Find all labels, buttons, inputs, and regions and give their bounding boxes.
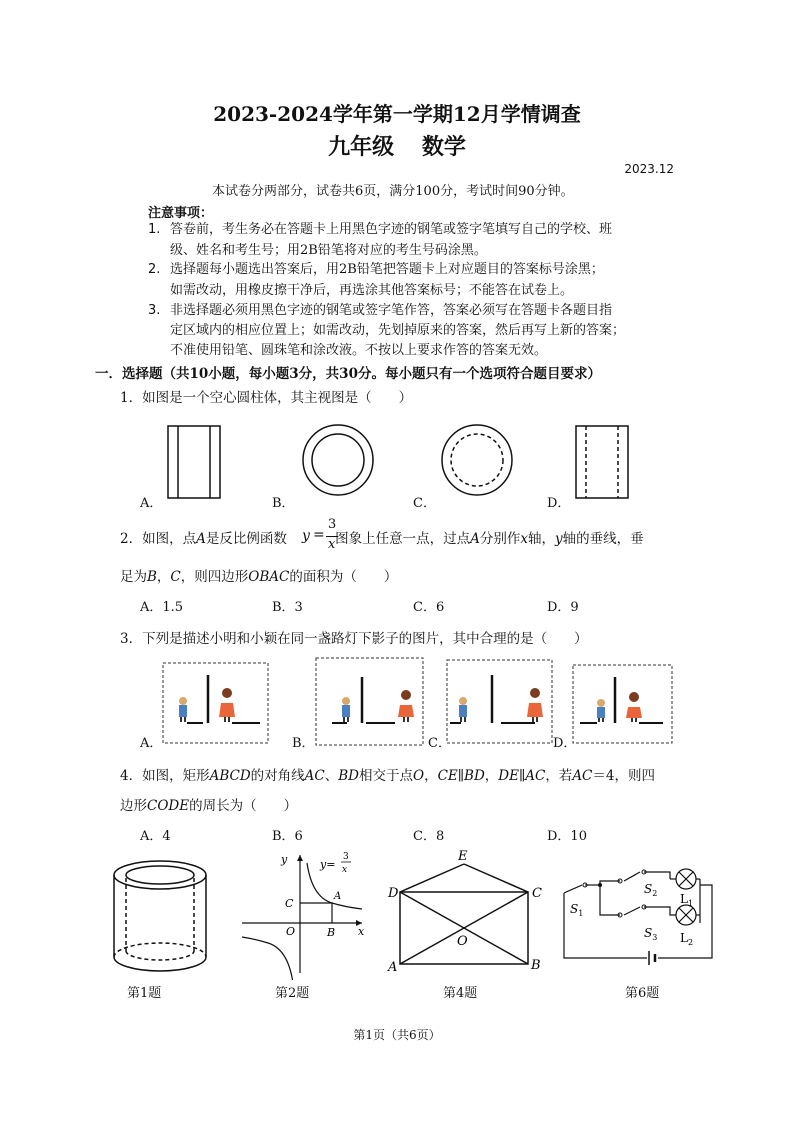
q2-option-c[interactable]: C．6: [413, 600, 445, 615]
fig2-equation-lhs: y=: [320, 858, 336, 871]
caption-figure-4: 第4题: [443, 986, 478, 1001]
fig4-label-a: A: [388, 960, 398, 975]
fig6-label-l1: $L_1$: [680, 892, 694, 908]
question-3-text: 3．下列是描述小明和小颖在同一盏路灯下影子的图片，其中合理的是（ ）: [120, 631, 588, 647]
question-2-line-1: 2．如图，点A是反比例函数 图象上任意一点，过点A分别作x轴，y轴的垂线，垂: [120, 531, 644, 547]
fig6-label-s1: $S_1$: [570, 902, 584, 918]
figure-4-rectangle: [387, 849, 542, 975]
fig4-label-d: D: [388, 886, 399, 901]
q3-option-b[interactable]: B．: [292, 736, 315, 751]
fig4-label-o: O: [457, 934, 468, 949]
fig2-label-o: O: [286, 925, 296, 938]
q1-option-c[interactable]: C．: [413, 496, 436, 511]
fig4-label-c: C: [532, 886, 542, 901]
fig2-label-c: C: [285, 897, 294, 910]
note-line: 定区域内的相应位置上；如需改动，先划掉原来的答案，然后再写上新的答案；: [170, 323, 626, 338]
option-c-figure: [442, 425, 512, 495]
question-2-line-2: 足为B，C，则四边形OBAC的面积为（ ）: [120, 569, 398, 585]
notes-title: 注意事项：: [148, 206, 214, 221]
q1-option-a[interactable]: A．: [140, 496, 163, 511]
figure-6-circuit: [564, 869, 712, 965]
q4-option-d[interactable]: D．10: [547, 829, 587, 844]
note-line: 级、姓名和考生号；用2B铅笔将对应的考生号码涂黑。: [170, 243, 487, 258]
note-number: 2.: [148, 262, 161, 277]
note-line: 答卷前，考生务必在答题卡上用黑色字迹的钢笔或签字笔填写自己的学校、班: [170, 222, 613, 237]
note-line: 不准使用铅笔、圆珠笔和涂改液。不按以上要求作答的答案无效。: [170, 343, 548, 358]
question-1-text: 1．如图是一个空心圆柱体，其主视图是（ ）: [120, 390, 413, 406]
fig2-equation-den: x: [342, 865, 348, 875]
q1-option-d[interactable]: D．: [547, 496, 571, 511]
fig4-label-e: E: [458, 849, 468, 864]
fig2-label-a: A: [334, 891, 342, 902]
option-d-figure: [573, 665, 672, 743]
caption-figure-6: 第6题: [625, 986, 660, 1001]
fig6-label-l2: $L_2$: [680, 931, 694, 947]
fig6-label-s3: $S_3$: [644, 926, 658, 942]
q2-formula: y = 3 x: [302, 517, 337, 552]
note-item-2: [148, 260, 708, 300]
girl-figure: [527, 688, 543, 722]
option-b-figure: [316, 658, 423, 745]
note-line: 非选择题必须用黑色字迹的钢笔或签字笔作答，答案必须写在答题卡各题目指: [170, 303, 613, 318]
option-c-figure: [447, 660, 552, 743]
girl-figure: [398, 690, 414, 722]
q3-option-c[interactable]: C．: [428, 736, 451, 751]
q4-option-b[interactable]: B．6: [272, 829, 303, 844]
exam-intro: 本试卷分两部分，试卷共6页，满分100分，考试时间90分钟。: [212, 184, 574, 199]
fig4-label-b: B: [531, 958, 541, 973]
q2-option-b[interactable]: B．3: [272, 600, 303, 615]
option-b-figure: [303, 425, 373, 495]
question-4-line-1: 4．如图，矩形ABCD的对角线AC、BD相交于点O，CE∥BD，DE∥AC，若AC＝4，则四: [120, 768, 655, 784]
caption-figure-2: 第2题: [275, 986, 310, 1001]
note-line: 选择题每小题选出答案后，用2B铅笔把答题卡上对应题目的答案标号涂黑；: [170, 262, 604, 277]
exam-date: 2023.12: [624, 162, 674, 176]
fig2-equation-num: 3: [343, 852, 349, 862]
fig6-label-s2: $S_2$: [644, 882, 658, 898]
note-item-1: [148, 220, 708, 260]
bottom-figures: [100, 845, 720, 980]
option-d-figure: [576, 426, 628, 498]
girl-figure: [219, 688, 235, 722]
subject-label: 数学: [421, 134, 466, 160]
fig2-y-axis-label: y: [281, 853, 288, 866]
question-4-line-2: 边形CODE的周长为（ ）: [120, 798, 298, 814]
fig2-label-b: B: [327, 926, 336, 939]
note-number: 1.: [148, 222, 161, 237]
boy-figure: [459, 697, 467, 722]
section-title: 一．选择题（共10小题，每小题3分，共30分。每小题只有一个选项符合题目要求）: [95, 366, 601, 382]
figure-2-inverse-function: [242, 852, 365, 980]
boy-figure: [179, 697, 187, 722]
q2-option-a[interactable]: A．1.5: [140, 600, 184, 615]
q2-option-d[interactable]: D．9: [547, 600, 579, 615]
note-number: 3.: [148, 303, 161, 318]
page-footer: 第1页（共6页）: [353, 1028, 441, 1042]
q1-option-b[interactable]: B．: [272, 496, 295, 511]
grade-label: 九年级: [328, 134, 395, 160]
option-a-figure: [163, 663, 268, 743]
q3-option-a[interactable]: A．: [140, 736, 163, 751]
note-item-3: [148, 301, 708, 363]
boy-figure: [342, 697, 350, 722]
question-3-options-figures: [135, 655, 695, 750]
exam-title: 2023-2024学年第一学期12月学情调查: [213, 102, 581, 126]
figure-1-hollow-cylinder: [114, 861, 206, 971]
fig2-x-axis-label: x: [358, 925, 365, 938]
q4-option-a[interactable]: A．4: [140, 829, 171, 844]
option-a-figure: [168, 426, 220, 498]
boy-figure: [597, 699, 605, 722]
girl-figure: [626, 692, 642, 722]
note-line: 如需改动，用橡皮擦干净后，再选涂其他答案标号；不能答在试卷上。: [170, 283, 574, 298]
exam-subject: [0, 130, 794, 161]
caption-figure-1: 第1题: [127, 986, 162, 1001]
q4-option-c[interactable]: C．8: [413, 829, 445, 844]
q3-option-d[interactable]: D．: [553, 736, 577, 751]
